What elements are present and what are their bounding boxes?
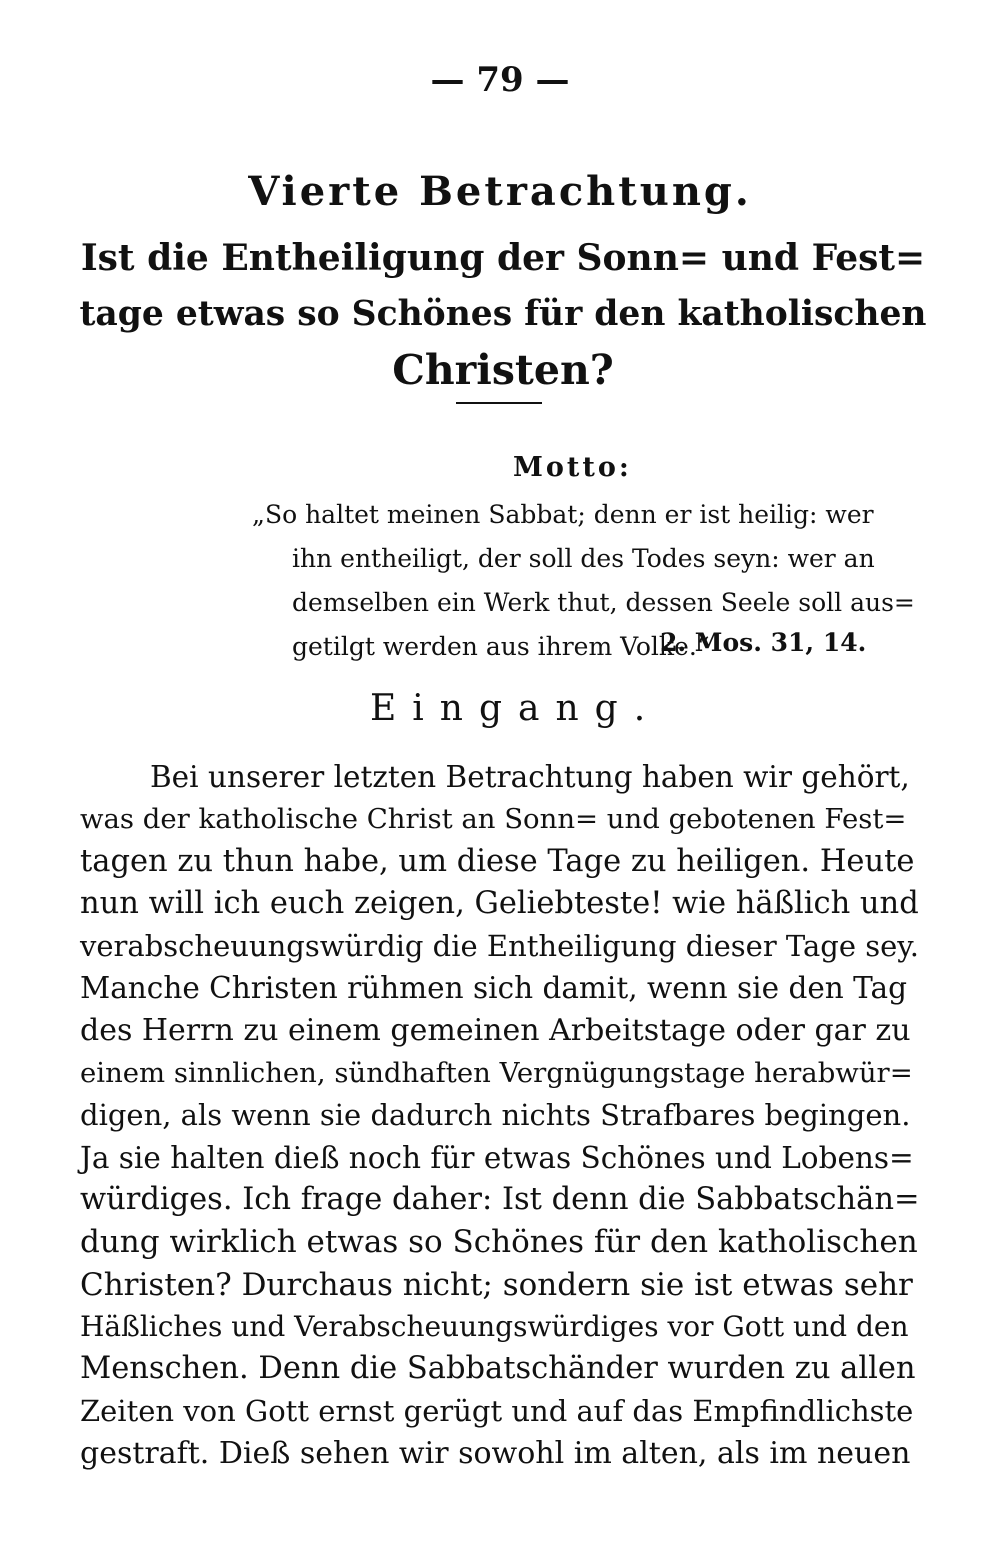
heading-line: Ist die Entheiligung der Sonn= und Fest= xyxy=(80,237,926,279)
body-line: nun will ich euch zeigen, Geliebteste! wie häßlich und xyxy=(80,885,919,921)
section-title: Vierte Betrachtung. xyxy=(248,168,752,215)
body-line: Bei unserer letzten Betrachtung haben wir gehört, xyxy=(150,760,910,794)
body-line: gestraft. Dieß sehen wir sowohl im alten, als im neuen xyxy=(80,1435,911,1471)
subsection-title: Eingang. xyxy=(370,688,662,729)
motto-reference: 2. Mos. 31, 14. xyxy=(660,628,867,657)
motto-line: „So haltet meinen Sabbat; denn er ist heilig: wer xyxy=(252,500,874,529)
motto-label: Motto: xyxy=(513,452,632,483)
heading-line: Christen? xyxy=(392,346,614,394)
motto-line: getilgt werden aus ihrem Volke.“ xyxy=(292,632,710,661)
body-line: Häßliches und Verabscheuungswürdiges vor Gott und den xyxy=(80,1309,909,1343)
body-line: Manche Christen rühmen sich damit, wenn sie den Tag xyxy=(80,971,908,1006)
body-line: dung wirklich etwas so Schönes für den katholischen xyxy=(80,1224,918,1261)
body-line: würdiges. Ich frage daher: Ist denn die Sabbatschän= xyxy=(80,1181,920,1217)
motto-line: ihn entheiligt, der soll des Todes seyn: wer an xyxy=(292,544,875,573)
chapter-heading xyxy=(78,230,928,398)
body-line: Ja sie halten dieß noch für etwas Schönes und Lobens= xyxy=(80,1140,914,1175)
page-number: — 79 — xyxy=(430,60,570,100)
body-line: verabscheuungswürdig die Entheiligung dieser Tage sey. xyxy=(80,929,920,964)
body-line: Menschen. Denn die Sabbatschänder wurden zu allen xyxy=(80,1351,916,1387)
heading-line: tage etwas so Schönes für den katholischen xyxy=(79,294,927,334)
body-line: digen, als wenn sie dadurch nichts Strafbares begingen. xyxy=(80,1098,911,1133)
body-line: Christen? Durchaus nicht; sondern sie ist etwas sehr xyxy=(80,1266,913,1303)
body-line: was der katholische Christ an Sonn= und gebotenen Fest= xyxy=(80,803,907,836)
body-line: des Herrn zu einem gemeinen Arbeitstage oder gar zu xyxy=(80,1012,911,1048)
body-line: einem sinnlichen, sündhaften Vergnügungstage herabwür= xyxy=(80,1057,913,1090)
body-paragraph xyxy=(80,756,920,1475)
body-line: tagen zu thun habe, um diese Tage zu heiligen. Heute xyxy=(80,843,915,879)
motto-line: demselben ein Werk thut, dessen Seele soll aus= xyxy=(292,588,915,617)
divider-rule xyxy=(456,402,542,404)
body-line: Zeiten von Gott ernst gerügt und auf das Empfindlichste xyxy=(80,1394,914,1429)
